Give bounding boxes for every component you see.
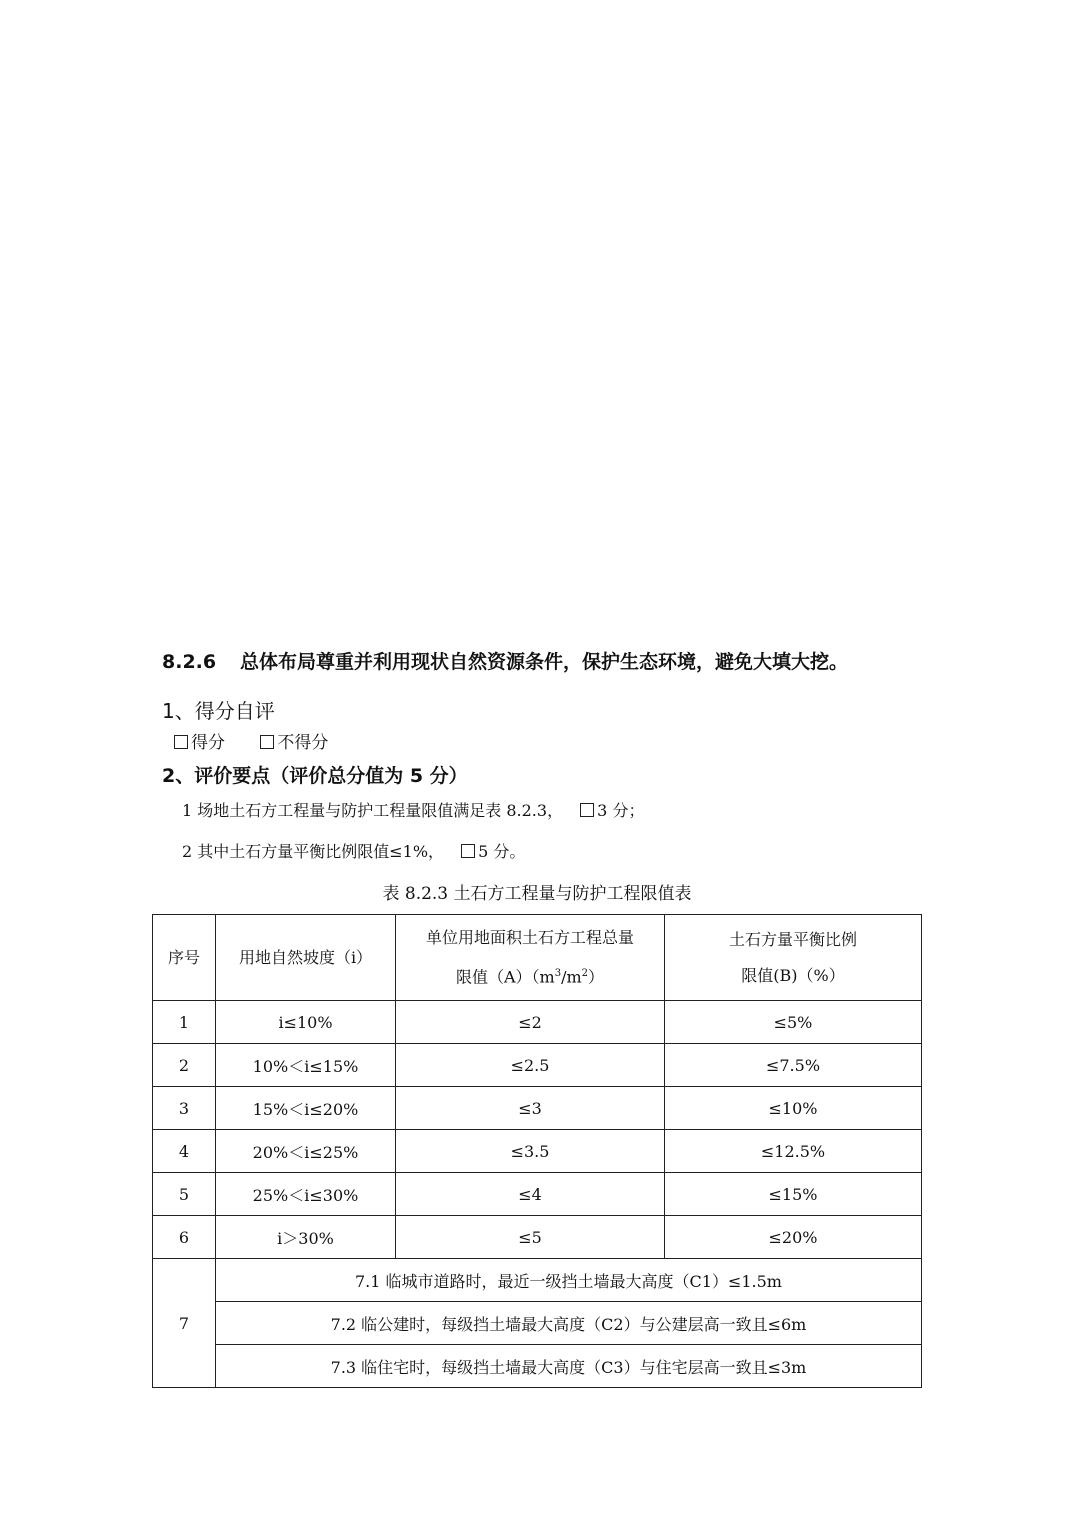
table-row (153, 1302, 922, 1345)
cell-a: ≤5 (396, 1216, 665, 1259)
evaluation-point-2 (182, 840, 525, 864)
point-1-text: 1 场地土石方工程量与防护工程量限值满足表 8.2.3， (182, 801, 564, 820)
checkbox-icon[interactable] (580, 803, 594, 817)
header-slope: 用地自然坡度（i） (216, 915, 396, 1001)
table-row (153, 1130, 922, 1173)
cell-retaining-wall-1: 7.1 临城市道路时，最近一级挡土墙最大高度（C1）≤1.5m (216, 1259, 922, 1302)
checkbox-icon[interactable] (174, 735, 188, 749)
header-earthwork-limit (396, 915, 665, 1001)
cell-a: ≤4 (396, 1173, 665, 1216)
cell-b: ≤15% (665, 1173, 922, 1216)
cell-b: ≤10% (665, 1087, 922, 1130)
cell-a: ≤3.5 (396, 1130, 665, 1173)
table-header-row (153, 915, 922, 1001)
cell-slope: i≤10% (216, 1001, 396, 1044)
header-balance-line2: 限值(B)（%） (741, 965, 845, 985)
checkbox-icon[interactable] (260, 735, 274, 749)
checkbox-icon[interactable] (461, 844, 475, 858)
cell-b: ≤5% (665, 1001, 922, 1044)
table-row (153, 1216, 922, 1259)
cell-slope: 20%＜i≤25% (216, 1130, 396, 1173)
header-balance-line1: 土石方量平衡比例 (728, 929, 857, 949)
evaluation-point-1 (182, 799, 644, 823)
table-row (153, 1345, 922, 1388)
section-self-evaluation-title: 1、得分自评 (162, 699, 275, 723)
cell-no: 2 (153, 1044, 216, 1087)
cell-no: 4 (153, 1130, 216, 1173)
table-row (153, 1044, 922, 1087)
clause-heading (162, 648, 962, 676)
cell-a: ≤2.5 (396, 1044, 665, 1087)
table-row (153, 1259, 922, 1302)
cell-slope: i＞30% (216, 1216, 396, 1259)
score-options (174, 731, 328, 755)
cell-b: ≤20% (665, 1216, 922, 1259)
header-balance-limit (665, 915, 922, 1001)
table-row (153, 1173, 922, 1216)
clause-number: 8.2.6 (162, 651, 217, 673)
option-no-score[interactable] (260, 733, 328, 753)
cell-b: ≤7.5% (665, 1044, 922, 1087)
limits-table (152, 914, 922, 1388)
table-row (153, 1001, 922, 1044)
header-no: 序号 (153, 915, 216, 1001)
header-earthwork-line1: 单位用地面积土石方工程总量 (425, 927, 634, 947)
section-evaluation-points-title: 2、评价要点（评价总分值为 5 分） (162, 765, 468, 787)
option-score[interactable] (174, 733, 225, 753)
table-row (153, 1087, 922, 1130)
cell-b: ≤12.5% (665, 1130, 922, 1173)
cell-slope: 25%＜i≤30% (216, 1173, 396, 1216)
cell-a: ≤3 (396, 1087, 665, 1130)
cell-no: 3 (153, 1087, 216, 1130)
cell-slope: 10%＜i≤15% (216, 1044, 396, 1087)
cell-no: 1 (153, 1001, 216, 1044)
point-1-score: 3 分； (597, 801, 645, 820)
point-2-text: 2 其中土石方量平衡比例限值≤1%， (182, 842, 445, 861)
clause-title: 总体布局尊重并利用现状自然资源条件，保护生态环境，避免大填大挖。 (240, 651, 849, 673)
option-no-score-label: 不得分 (277, 733, 329, 753)
option-score-label: 得分 (191, 733, 225, 753)
table-caption: 表 8.2.3 土石方工程量与防护工程限值表 (382, 884, 692, 904)
cell-no: 6 (153, 1216, 216, 1259)
cell-no: 5 (153, 1173, 216, 1216)
cell-retaining-wall-3: 7.3 临住宅时，每级挡土墙最大高度（C3）与住宅层高一致且≤3m (216, 1345, 922, 1388)
cell-no: 7 (153, 1259, 216, 1388)
cell-retaining-wall-2: 7.2 临公建时，每级挡土墙最大高度（C2）与公建层高一致且≤6m (216, 1302, 922, 1345)
point-2-score: 5 分。 (478, 842, 526, 861)
header-earthwork-line2: 限值$(A)(m^3/m^2)$ (455, 967, 605, 987)
cell-slope: 15%＜i≤20% (216, 1087, 396, 1130)
cell-a: ≤2 (396, 1001, 665, 1044)
